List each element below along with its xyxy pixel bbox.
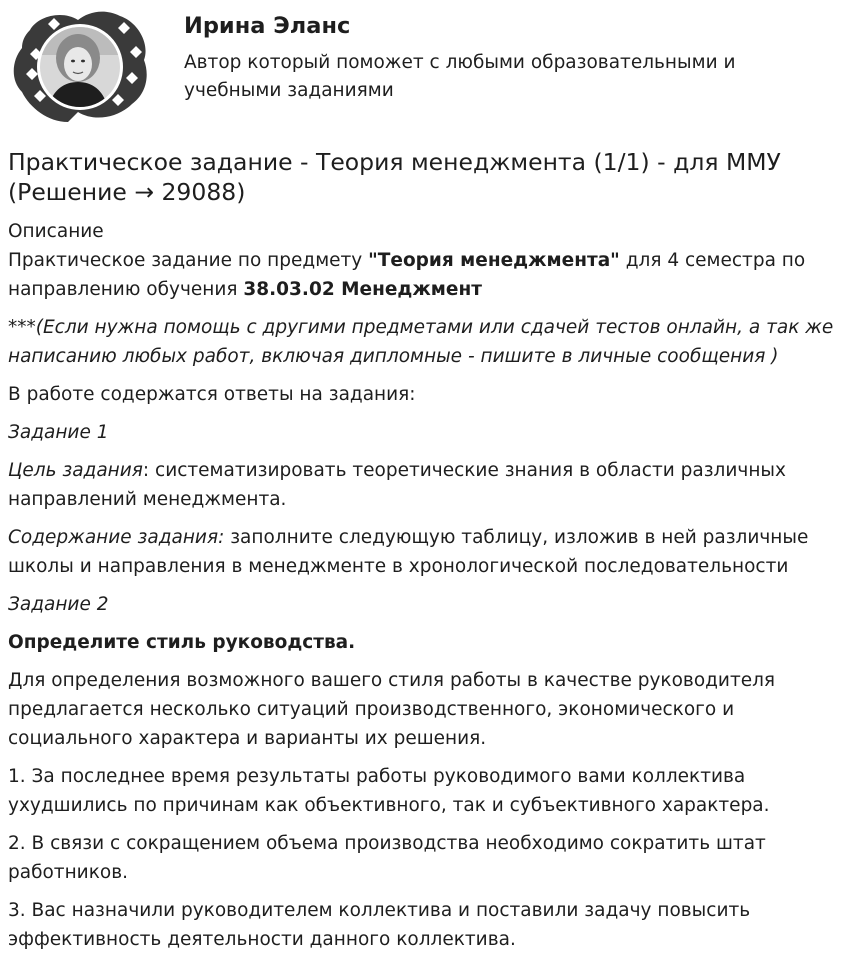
- intro-paragraph: [8, 246, 843, 304]
- help-note: ***(Если нужна помощь с другими предметами или сдачей тестов онлайн, а так же написанию любых работ, включая дипломные - пишите в личные сообщения ): [8, 317, 834, 367]
- author-header: [0, 0, 847, 140]
- task2-intro: Для определения возможного вашего стиля работы в качестве руководителя предлагается несколько ситуаций производственного, экономического и социального характера и варианты их решения.: [8, 670, 776, 749]
- intro-direction: 38.03.02 Менеджмент: [243, 279, 482, 300]
- task1-content: [8, 523, 843, 581]
- intro-subject: "Теория менеджмента": [368, 250, 620, 271]
- task1-goal: [8, 456, 843, 514]
- task1-goal-text: : систематизировать теоретические знания в области различных направлений менеджмента.: [8, 460, 786, 510]
- intro-prefix: Практическое задание по предмету: [8, 250, 369, 271]
- author-name[interactable]: Ирина Эланс: [184, 13, 351, 39]
- task1-goal-label: Цель задания: [8, 460, 143, 481]
- task2-title: Задание 2: [8, 594, 109, 615]
- author-description: Автор который поможет с любыми образовательными и учебными заданиями: [184, 52, 736, 101]
- situation-item: 2. В связи с сокращением объема производства необходимо сократить штат работников.: [8, 833, 766, 883]
- document-content: [8, 147, 843, 963]
- document-title: Практическое задание - Теория менеджмента (1/1) - для ММУ (Решение → 29088): [8, 148, 781, 206]
- contains-text: В работе содержатся ответы на задания:: [8, 384, 416, 405]
- task1-title: Задание 1: [8, 422, 109, 443]
- author-avatar[interactable]: [8, 8, 153, 126]
- situation-item: 1. За последнее время результаты работы руководимого вами коллектива ухудшились по причинам как объективного, так и субъективного характера.: [8, 766, 770, 816]
- task1-content-text: заполните следующую таблицу, изложив в ней различные школы и направления в менеджменте в хронологической последовательности: [8, 527, 809, 577]
- intro-middle: для 4 семестра по направлению обучения: [8, 250, 806, 300]
- task2-heading: Определите стиль руководства.: [8, 632, 356, 653]
- description-label: Описание: [8, 221, 104, 242]
- task1-content-label: Содержание задания:: [8, 527, 225, 548]
- situation-item: 3. Вас назначили руководителем коллектива и поставили задачу повысить эффективность деятельности данного коллектива.: [8, 900, 751, 950]
